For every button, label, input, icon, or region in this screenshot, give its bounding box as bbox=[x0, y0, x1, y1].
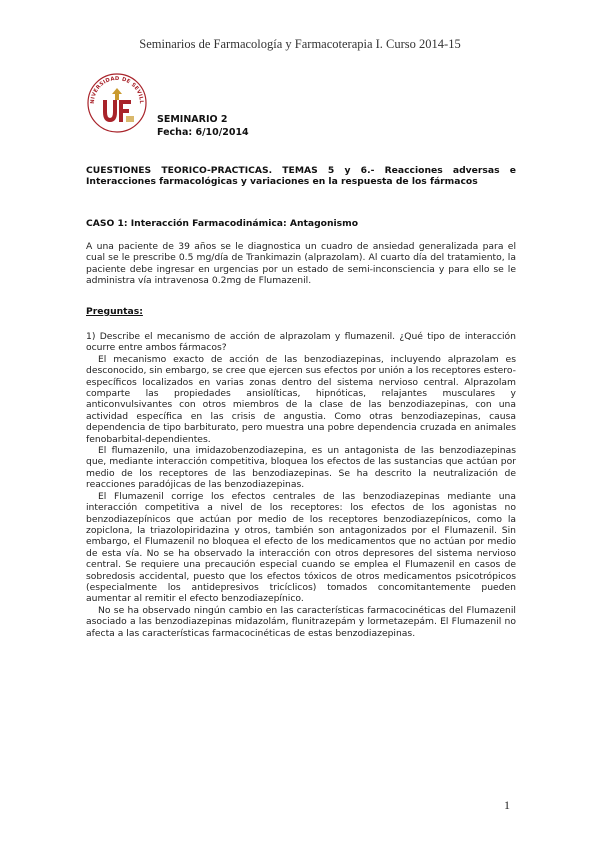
seminar-date: Fecha: 6/10/2014 bbox=[157, 127, 249, 138]
case-title: CASO 1: Interacción Farmacodinámica: Antagonismo bbox=[86, 218, 359, 229]
paragraph-flumazenilo: El flumazenilo, una imidazobenzodiazepina, es un antagonista de las benzodiazepinas que, mediante interacción competitiva, bloquea los efectos de las sustancias que actúan por medio de los receptores de las benzodiazepinas. Se ha descrito la neutralización de reacciones paradójicas de las benzodiazepinas. bbox=[86, 445, 516, 491]
running-header: Seminarios de Farmacología y Farmacoterapia I. Curso 2014-15 bbox=[139, 37, 461, 51]
questions-title: Preguntas: bbox=[86, 306, 143, 317]
page-number: 1 bbox=[504, 798, 510, 812]
seminar-title: SEMINARIO 2 bbox=[157, 114, 228, 125]
university-logo bbox=[86, 72, 148, 134]
university-seal-icon bbox=[86, 72, 148, 134]
question-1: 1) Describe el mecanismo de acción de alprazolam y flumazenil. ¿Qué tipo de interacción ocurre entre ambos fármacos? bbox=[86, 331, 516, 354]
paragraph-pharmacokinetics: No se ha observado ningún cambio en las características farmacocinéticas del Flumazenil asociado a las benzodiazepinas midazolám, flunitrazepám y lormetazepám. El Flumazenil no afecta a las características farmacocinéticas de estas benzodiazepinas. bbox=[86, 604, 516, 639]
document-heading: CUESTIONES TEORICO-PRACTICAS. TEMAS 5 y 6.- Reacciones adversas e Interacciones farmacológicas y variaciones en la respuesta de los fármacos bbox=[86, 165, 516, 188]
seminar-info bbox=[157, 113, 249, 139]
case-intro: A una paciente de 39 años se le diagnostica un cuadro de ansiedad generalizada para el cual se le prescribe 0.5 mg/día de Trankimazin (alprazolam). Al cuarto día del tratamiento, la paciente debe ingresar en urgencias por un estado de semi-inconsciencia y para ello se le administra vía intravenosa 0.2mg de Flumazenil. bbox=[86, 241, 516, 287]
paragraph-mechanism: El mecanismo exacto de acción de las benzodiazepinas, incluyendo alprazolam es desconocido, sin embargo, se cree que ejercen sus efectos por unión a los receptores estero-específicos localizados en varias zonas dentro del sistema nervioso central. Alprazolam comparte las propiedades ansiolíticas, hipnóticas, relajantes musculares y anticonvulsivantes con otros miembros de la clase de las benzodiazepinas, con una actividad específica en las crisis de angustia. Como otras benzodiazepinas, causa dependencia de tipo barbiturato, pero muestra una pobre dependencia cruzada en animales fenobarbital-dependientes. bbox=[86, 353, 516, 445]
svg-text:UNIVERSIDAD DE SEVILLA: NIVERSIDAD DE SEVILL bbox=[89, 75, 145, 105]
paragraph-flumazenil-effects: El Flumazenil corrige los efectos centrales de las benzodiazepinas mediante una interacción competitiva a nivel de los receptores: los efectos de los agonistas no benzodiazepínicos que actúan por medio de los receptores benzodiazepínicos, como la zopiclona, la triazolopiridazina y otros, también son antagonizados por el Flumazenil. Sin embargo, el Flumazenil no bloquea el efecto de los medicamentos que no actúan por medio de esta vía. No se ha observado la interacción con otros depresores del sistema nervioso central. Se requiere una precaución especial cuando se emplea el Flumazenil en casos de sobredosis accidental, puesto que los efectos tóxicos de otros medicamentos psicotrópicos (especialmente los antidepresivos tricíclicos) tomados concomitantemente pueden aumentar al remitir el efecto benzodiazepínico. bbox=[86, 490, 516, 605]
answer-body bbox=[86, 331, 516, 639]
